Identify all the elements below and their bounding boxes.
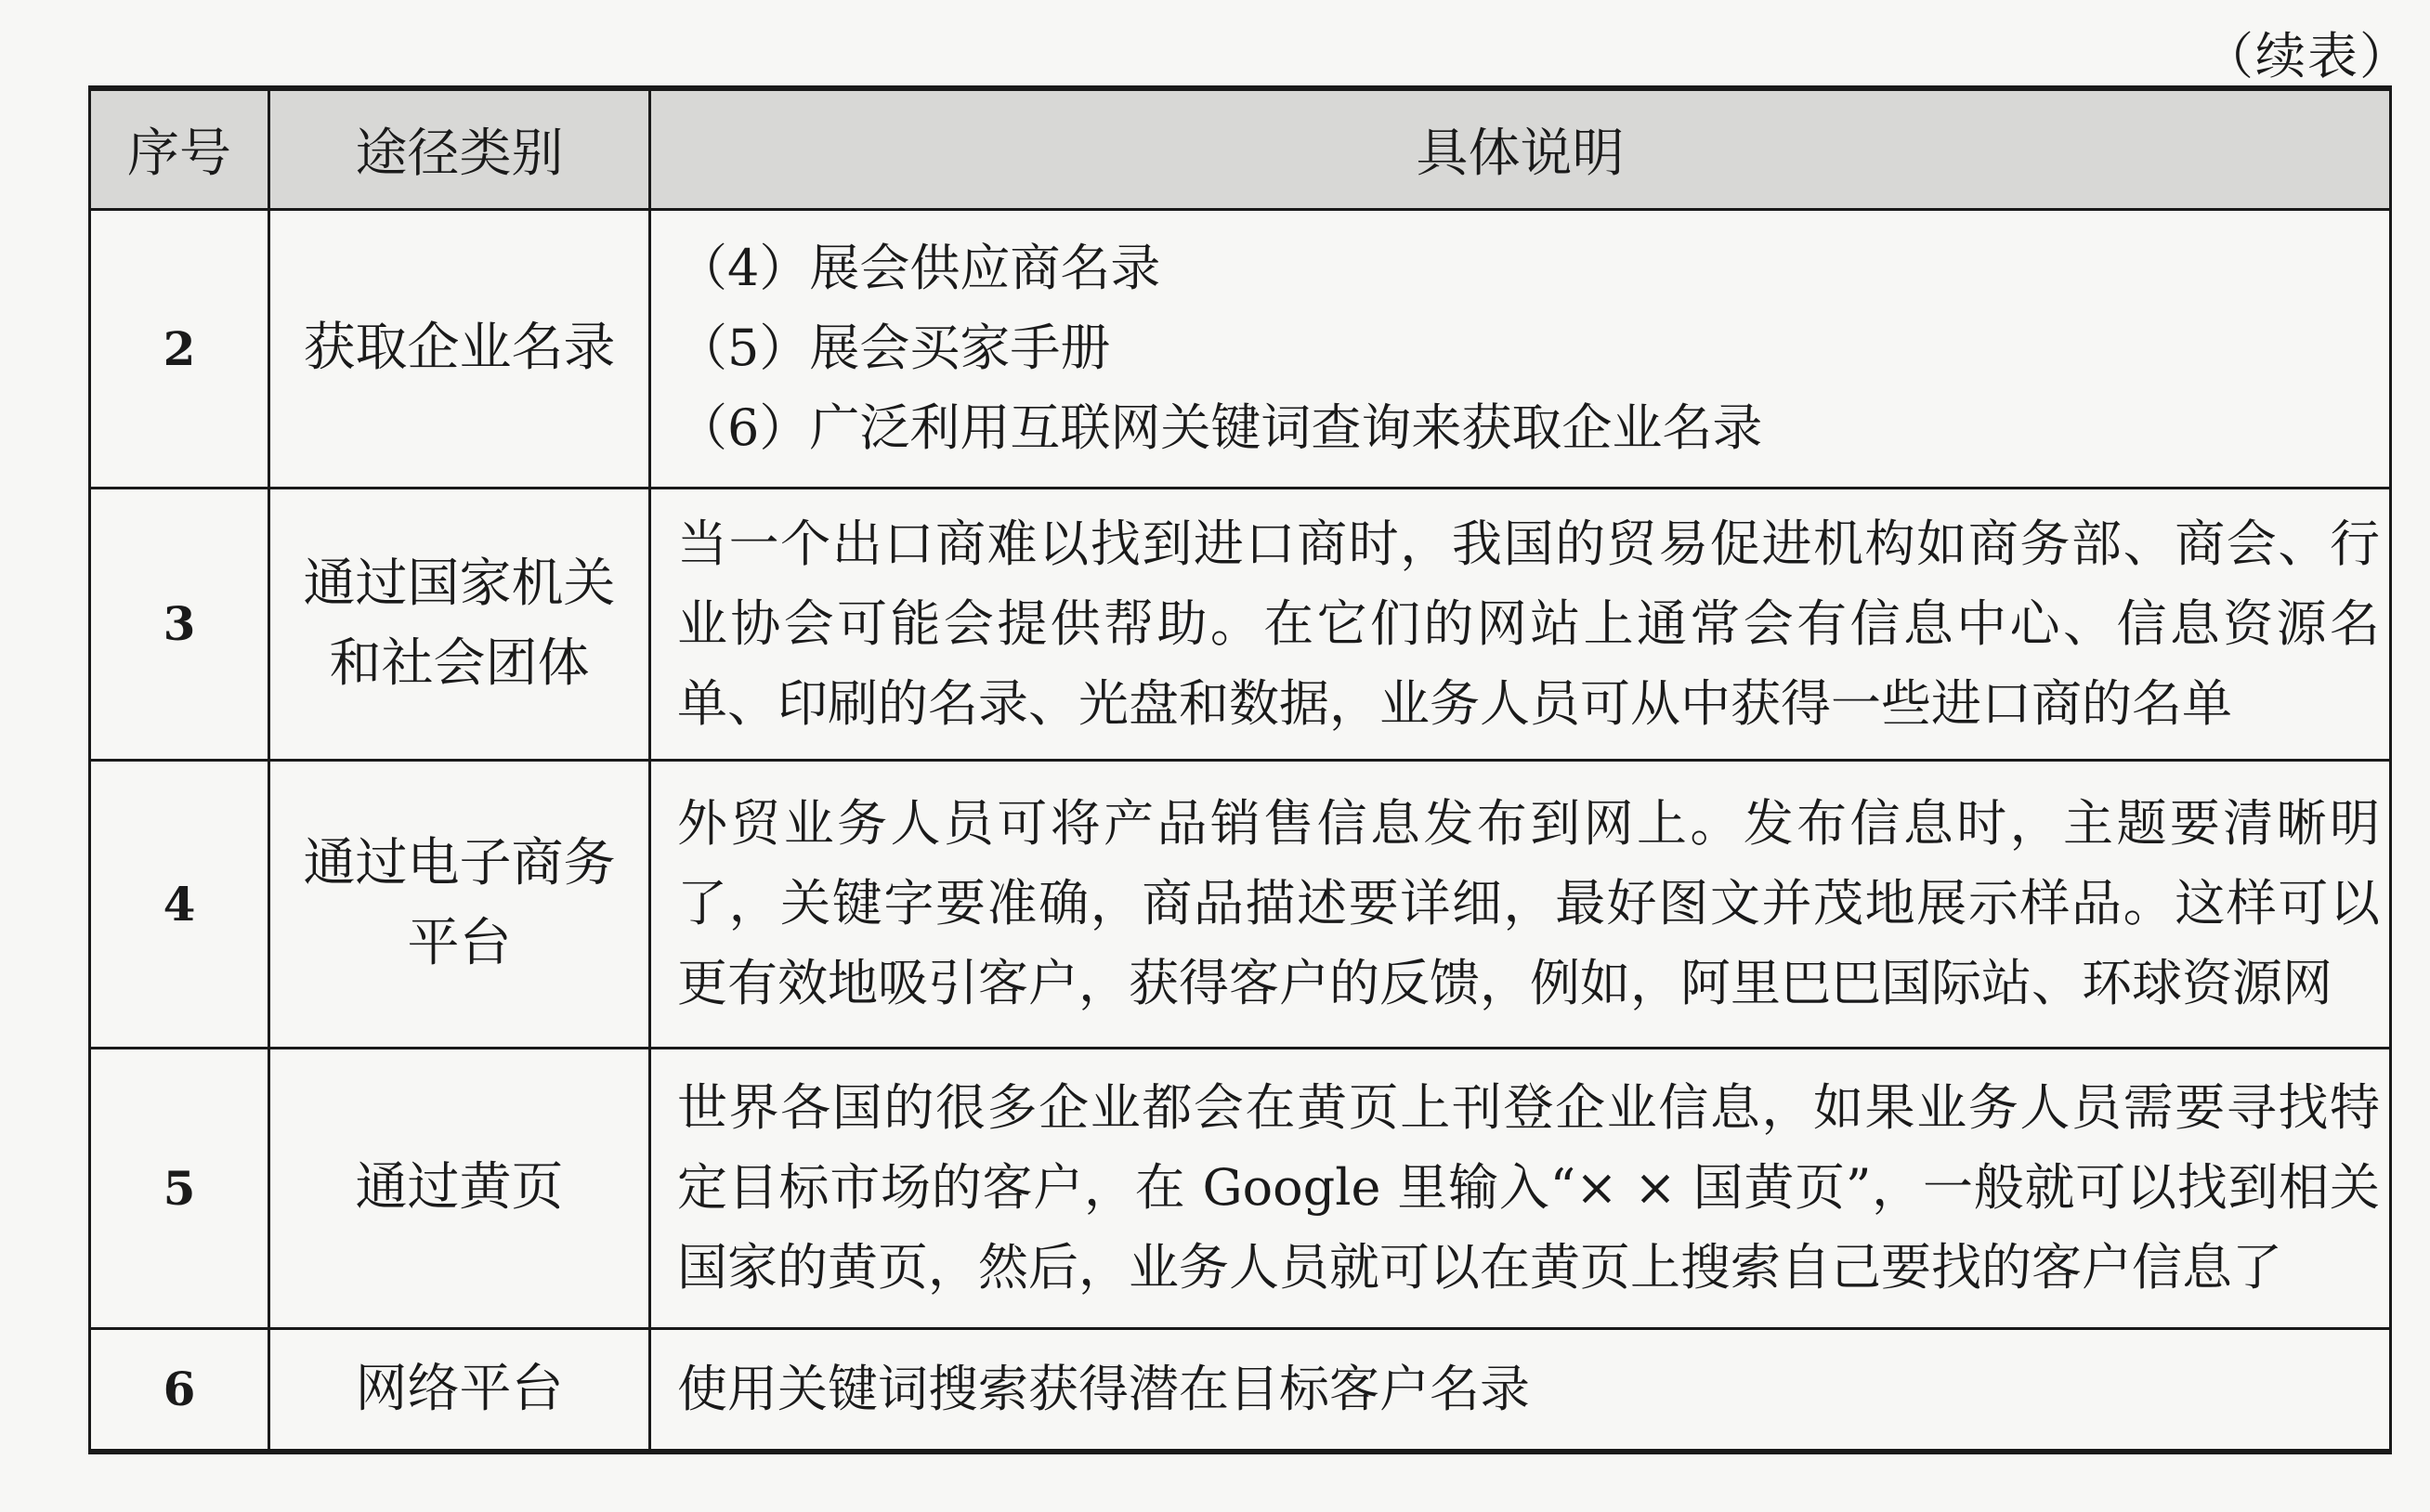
header-description: 具体说明 [650, 88, 2391, 209]
table-row [90, 488, 2391, 760]
row-description: 使用关键词搜索获得潜在目标客户名录 [650, 1328, 2391, 1452]
description-line: （5）展会买家手册 [677, 319, 1111, 377]
header-category: 途径类别 [269, 88, 650, 209]
table-row [90, 1328, 2391, 1452]
row-category: 通过黄页 [269, 1048, 650, 1328]
table-header-row [90, 88, 2391, 209]
row-category: 网络平台 [269, 1328, 650, 1452]
row-category: 通过电子商务平台 [269, 760, 650, 1048]
row-no: 6 [90, 1328, 269, 1452]
row-description: 外贸业务人员可将产品销售信息发布到网上。发布信息时，主题要清晰明了，关键字要准确，商品描述要详细，最好图文并茂地展示样品。这样可以更有效地吸引客户，获得客户的反馈，例如，阿里巴巴国际站、环球资源网 [650, 760, 2391, 1048]
row-no: 4 [90, 760, 269, 1048]
row-no: 2 [90, 209, 269, 488]
channels-table [88, 85, 2392, 1454]
table-row [90, 1048, 2391, 1328]
row-no: 5 [90, 1048, 269, 1328]
row-category: 通过国家机关和社会团体 [269, 488, 650, 760]
row-description: 世界各国的很多企业都会在黄页上刊登企业信息，如果业务人员需要寻找特定目标市场的客户，在 Google 里输入“× × 国黄页”，一般就可以找到相关国家的黄页，然后，业务人员就可以在黄页上搜索自己要找的客户信息了 [650, 1048, 2391, 1328]
continued-label: （续表） [2203, 27, 2411, 85]
description-line: （4）展会供应商名录 [677, 239, 1161, 297]
row-category: 获取企业名录 [269, 209, 650, 488]
row-no: 3 [90, 488, 269, 760]
row-description: 当一个出口商难以找到进口商时，我国的贸易促进机构如商务部、商会、行业协会可能会提供帮助。在它们的网站上通常会有信息中心、信息资源名单、印刷的名录、光盘和数据，业务人员可从中获得一些进口商的名单 [650, 488, 2391, 760]
table-row [90, 760, 2391, 1048]
table-row [90, 209, 2391, 488]
description-line: （6）广泛利用互联网关键词查询来获取企业名录 [677, 398, 1763, 457]
header-no: 序号 [90, 88, 269, 209]
row-description [650, 209, 2391, 488]
